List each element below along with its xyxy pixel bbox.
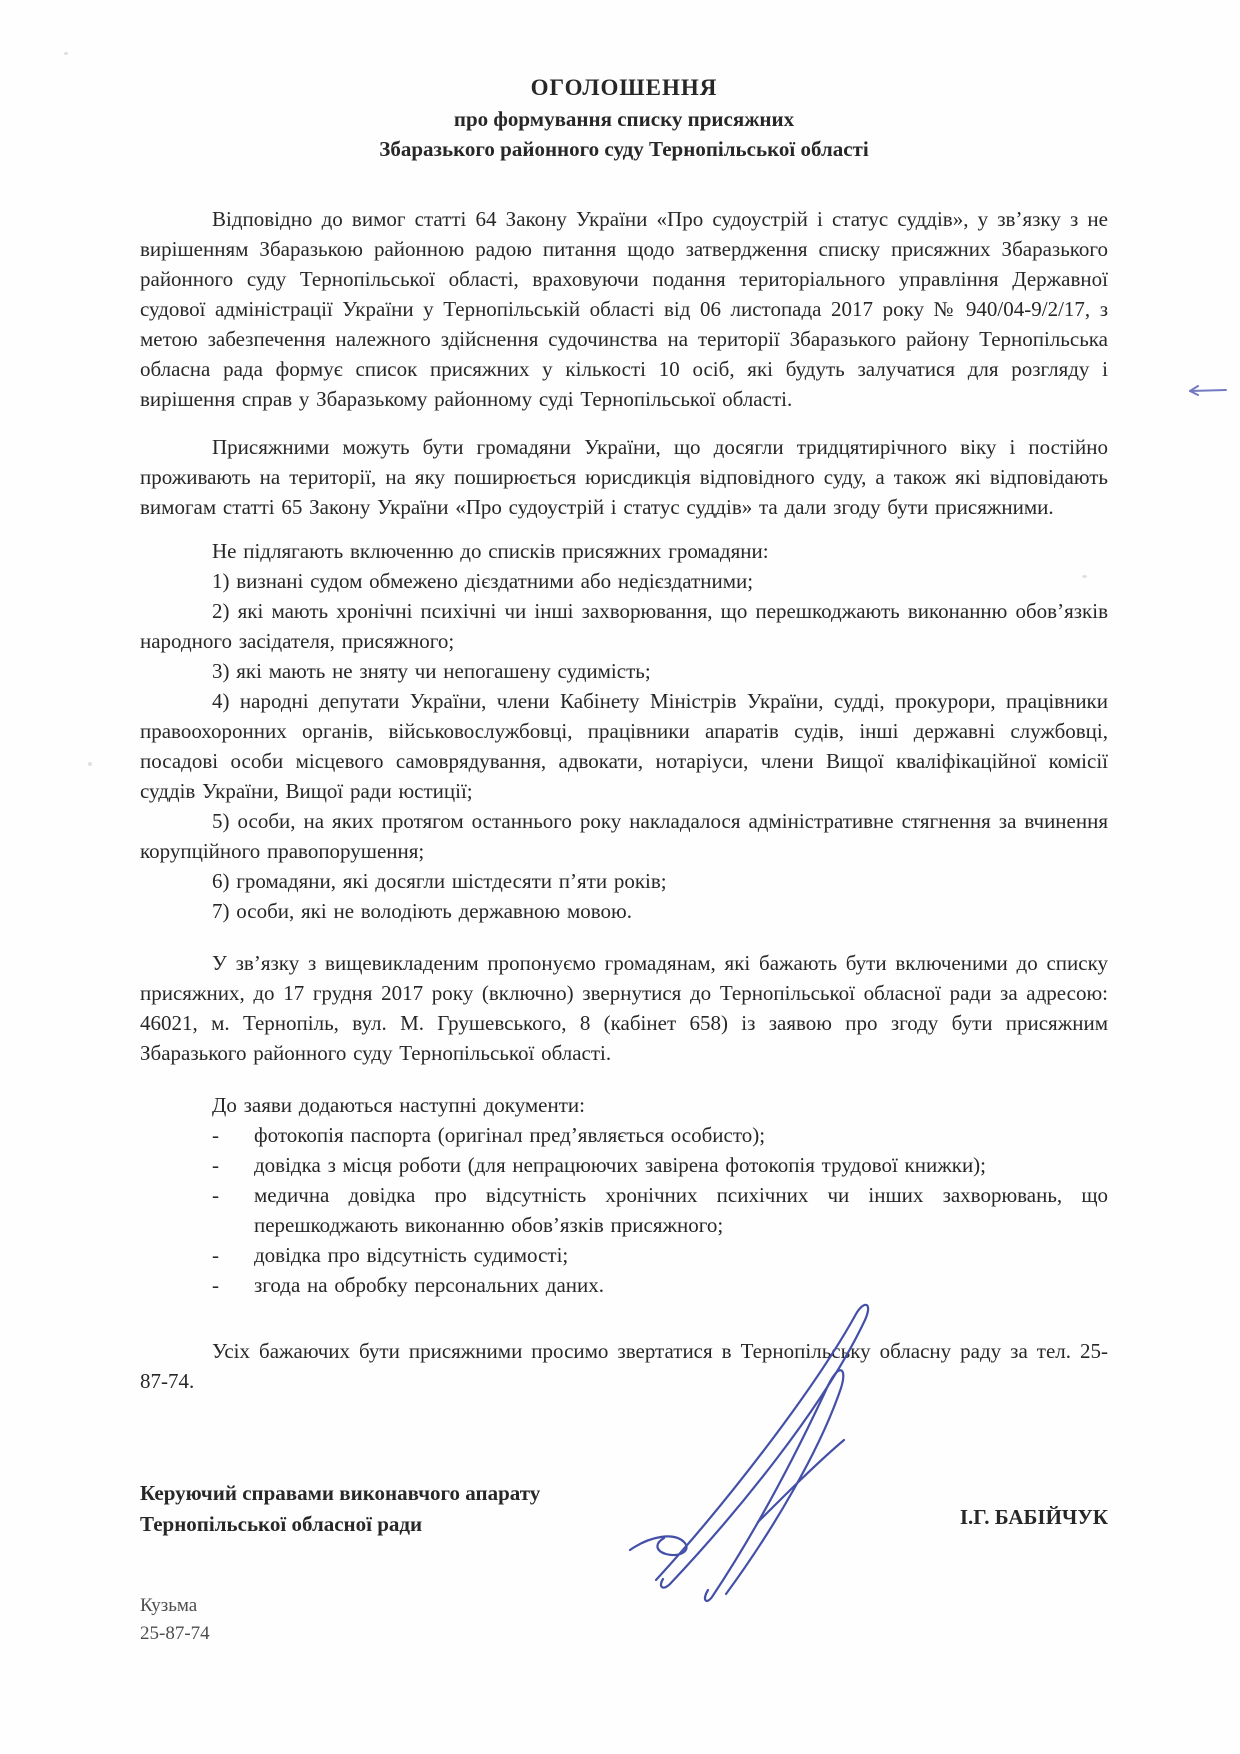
paragraph-application: У зв’язку з вищевикладеним пропонуємо громадянам, які бажають бути включеними до списку присяжних, до 17 грудня 2017 року (включно) звернутися до Тернопільської обласної ради за адресою: 46021, м. Тернопіль, вул. М. Грушевського, 8 (кабінет 658) із заявою про згоду бути присяжним Збаразького районного суду Тернопільської області. [140, 951, 1108, 1065]
signatory-position [140, 1478, 540, 1540]
title-line-1: ОГОЛОШЕННЯ [530, 75, 718, 100]
scan-speck [1082, 575, 1087, 578]
document-item-text: довідка з місця роботи (для непрацюючих завірена фотокопія трудової книжки); [254, 1153, 987, 1177]
document-list-item [140, 1240, 1108, 1270]
signatory-position-line-1: Керуючий справами виконавчого апарату [140, 1481, 541, 1505]
title-line-2: про формування списку присяжних [453, 107, 795, 131]
exclusion-item-6: 6) громадяни, які досягли шістдесяти п’яти років; [212, 869, 667, 893]
document-list-item [140, 1270, 1108, 1300]
document-title-block [140, 72, 1108, 164]
paragraph-intro: Відповідно до вимог статті 64 Закону України «Про судоустрій і статус суддів», у зв’язку з не вирішенням Збаразькою районною радою питання щодо затвердження списку присяжних Збаразького районного суду Тернопільської області, враховуючи подання територіального управління Державної судової адміністрації України у Тернопільській області від 06 листопада 2017 року № 940/04-9/2/17, з метою забезпечення належного здійснення судочинства на території Збаразького району Тернопільська обласна рада формує список присяжних у кількості 10 осіб, які будуть залучатися для розгляду і вирішення справ у Збаразькому районному суді Тернопільської області. [140, 207, 1108, 411]
dash-bullet [212, 1240, 254, 1270]
dash-bullet [212, 1270, 254, 1300]
exclusion-item-5: 5) особи, на яких протягом останнього року накладалося адміністративне стягнення за вчинення корупційного правопорушення; [140, 809, 1108, 863]
dash-bullet [212, 1120, 254, 1150]
exclusion-item-2: 2) які мають хронічні психічні чи інші захворювання, що перешкоджають виконанню обов’язків народного засідателя, присяжного; [140, 599, 1108, 653]
document-list-item [140, 1180, 1108, 1240]
documents-heading: До заяви додаються наступні документи: [212, 1093, 585, 1117]
documents-list [140, 1120, 1108, 1300]
executor-footer [140, 1592, 1108, 1648]
scan-speck [64, 52, 68, 55]
exclusion-item-1: 1) визнані судом обмежено дієздатними або недієздатними; [212, 569, 754, 593]
document-item-text: фотокопія паспорта (оригінал пред’являється особисто); [254, 1123, 766, 1147]
paragraph-eligibility: Присяжними можуть бути громадяни України, що досягли тридцятирічного віку і постійно проживають на території, на яку поширюється юрисдикція відповідного суду, а також які відповідають вимогам статті 65 Закону України «Про судоустрій і статус суддів» та дали згоду бути присяжними. [140, 435, 1108, 519]
scan-speck [88, 762, 92, 766]
title-line-3: Збаразького районного суду Тернопільської області [379, 137, 869, 161]
exclusion-item-7: 7) особи, які не володіють державною мовою. [212, 899, 632, 923]
paragraph-contact: Усіх бажаючих бути присяжними просимо звертатися в Тернопільську обласну раду за тел. 25-87-74. [140, 1339, 1108, 1393]
dash-bullet [212, 1150, 254, 1180]
document-list-item [140, 1150, 1108, 1180]
executor-phone: 25-87-74 [140, 1623, 210, 1644]
document-list-item [140, 1120, 1108, 1150]
signature-block [140, 1478, 1108, 1540]
signatory-name: І.Г. БАБІЙЧУК [959, 1505, 1108, 1529]
document-item-text: медична довідка про відсутність хронічних психічних чи інших захворювань, що перешкоджають виконанню обов’язків присяжного; [254, 1183, 1108, 1237]
document-item-text: згода на обробку персональних даних. [254, 1273, 605, 1297]
executor-name: Кузьма [140, 1595, 198, 1616]
dash-bullet [212, 1180, 254, 1240]
document-item-text: довідка про відсутність судимості; [254, 1243, 569, 1267]
exclusion-item-4: 4) народні депутати України, члени Кабінету Міністрів України, судді, прокурори, працівники правоохоронних органів, військовослужбовці, працівники апаратів судів, інші державні службовці, посадові особи місцевого самоврядування, адвокати, нотаріуси, члени Вищої кваліфікаційної комісії суддів України, Вищої ради юстиції; [140, 689, 1108, 803]
signatory-position-line-2: Тернопільської обласної ради [140, 1512, 423, 1536]
exclusion-item-3: 3) які мають не зняту чи непогашену судимість; [212, 659, 651, 683]
exclusions-heading: Не підлягають включенню до списків присяжних громадяни: [212, 539, 769, 563]
